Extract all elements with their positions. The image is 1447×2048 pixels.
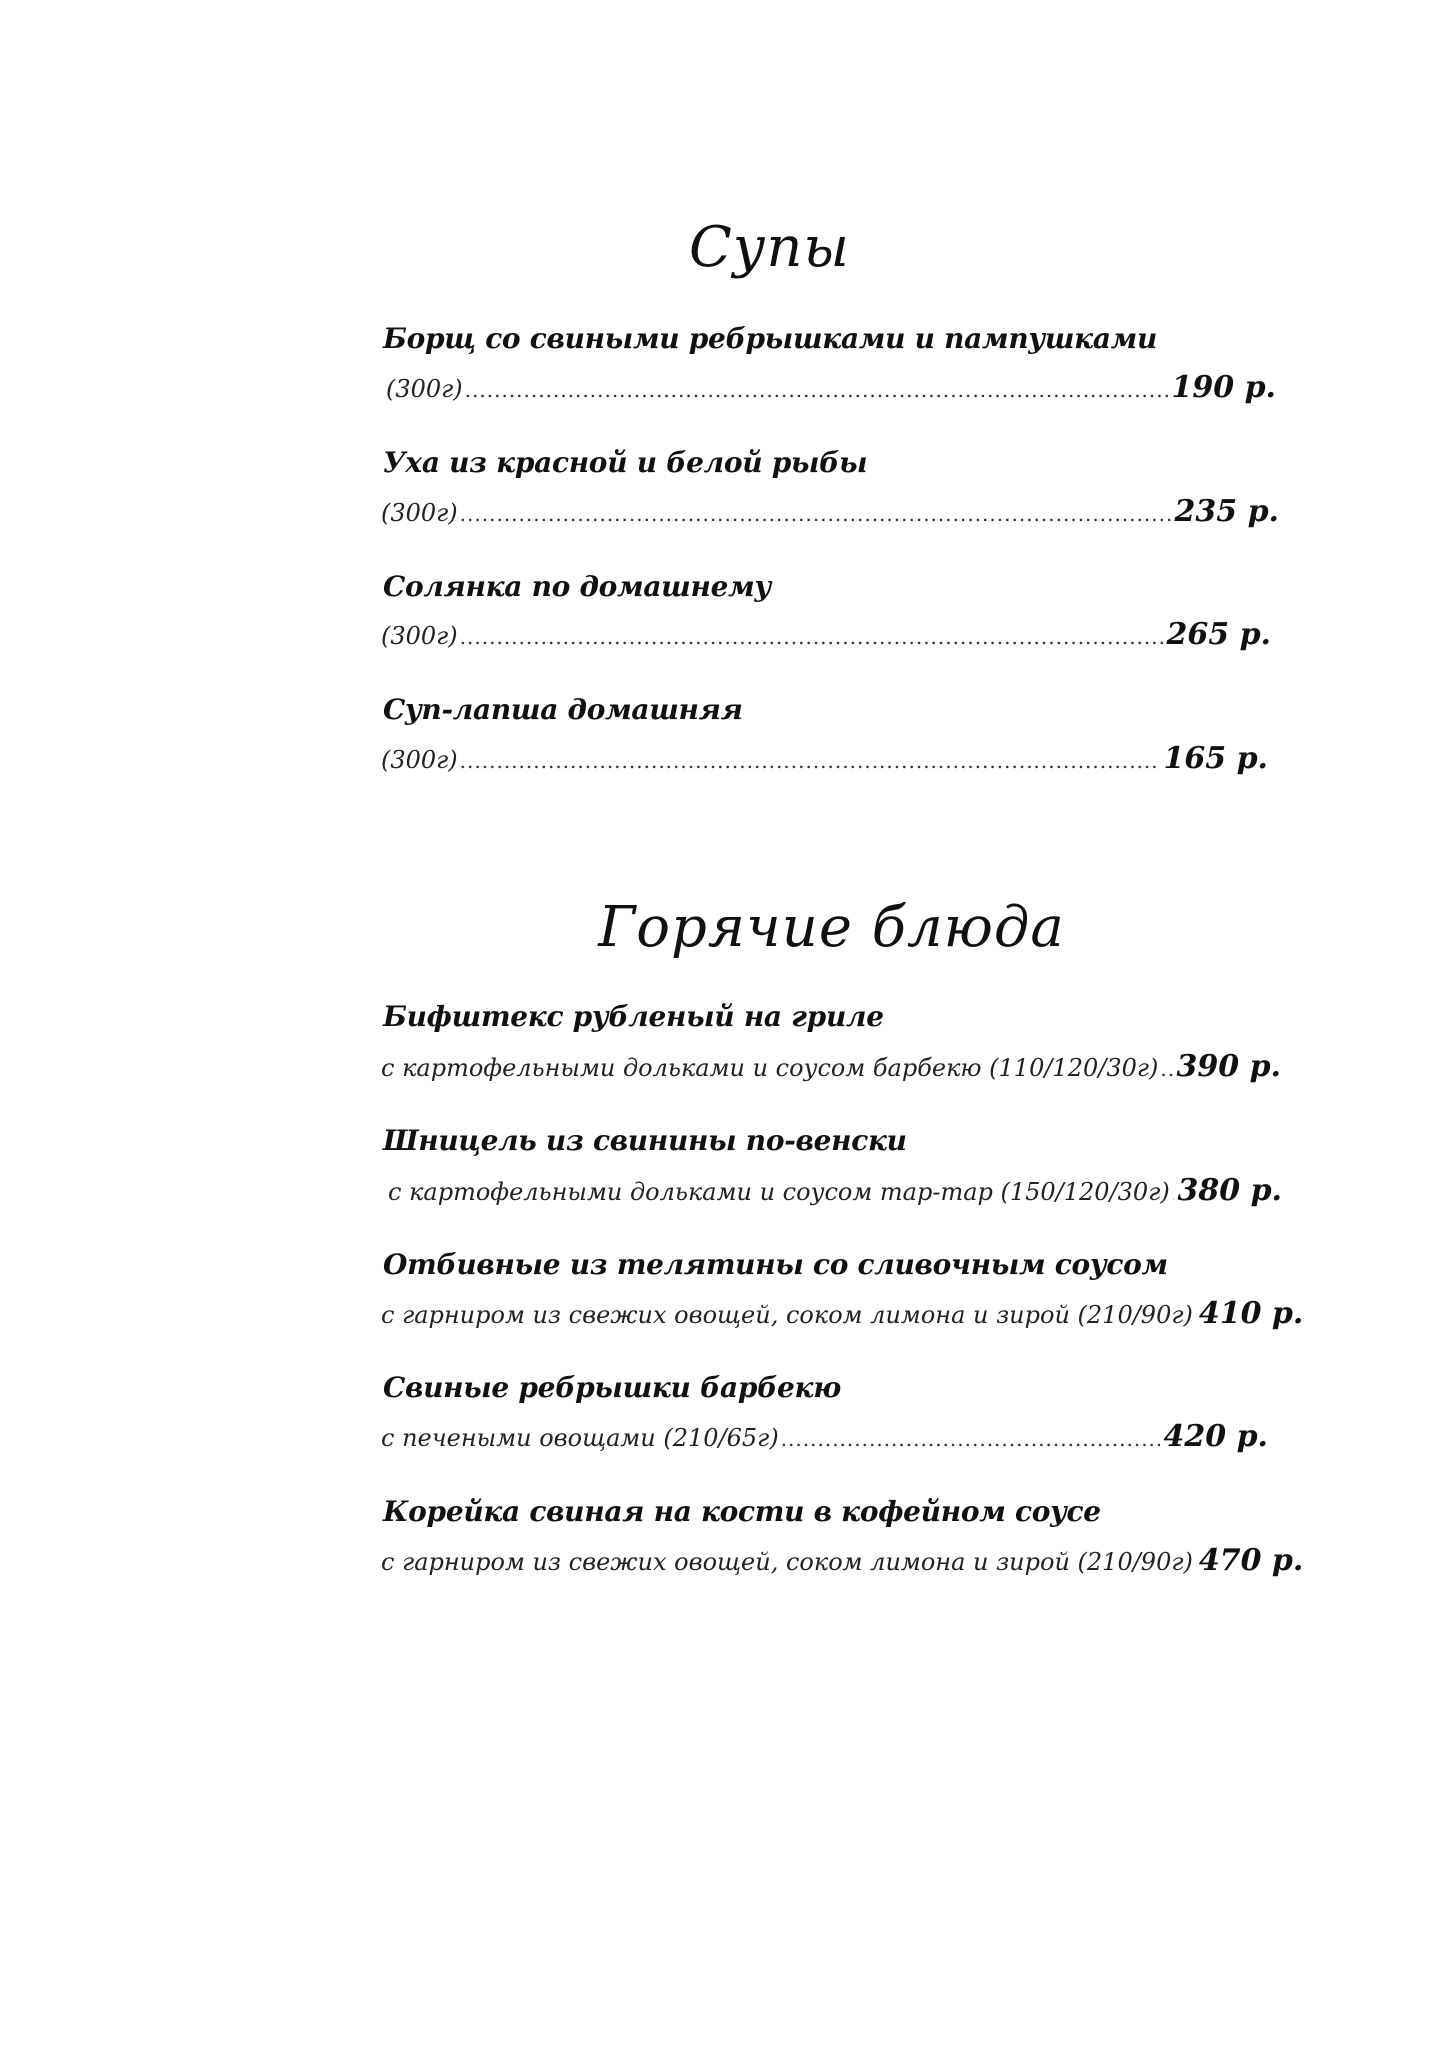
menu-item-desc: с картофельными дольками и соусом тар-тар (150/120/30г) — [388, 1178, 1170, 1206]
menu-item-name: Корейка свиная на кости в кофейном соусе — [383, 1495, 1101, 1528]
section-title-hot-dishes: Горячие блюда — [598, 895, 1065, 960]
dot-leader — [460, 749, 1160, 773]
menu-item-price: 190 р. — [1171, 370, 1276, 405]
menu-item-name: Свиные ребрышки барбекю — [383, 1371, 841, 1404]
menu-item-price: 165 р. — [1163, 741, 1268, 776]
menu-item-name: Суп-лапша домашняя — [383, 693, 743, 726]
menu-item-name: Уха из красной и белой рыбы — [383, 446, 868, 479]
menu-item-desc: (300г) — [381, 499, 458, 527]
menu-item-price: 410 р. — [1198, 1296, 1304, 1331]
menu-item-name: Солянка по домашнему — [383, 570, 771, 603]
menu-item-desc: (300г) — [386, 375, 463, 403]
menu-item-price: 390 р. — [1176, 1049, 1281, 1084]
menu-item-name: Бифштекс рубленый на гриле — [383, 1000, 884, 1033]
menu-item-desc: (300г) — [381, 622, 458, 650]
dot-leader — [465, 378, 1168, 402]
menu-item-desc: (300г) — [381, 746, 458, 774]
menu-item-desc: с печеными овощами (210/65г) — [381, 1424, 779, 1452]
menu-item-name: Отбивные из телятины со сливочным соусом — [383, 1248, 1168, 1281]
menu-item-desc: с гарниром из свежих овощей, соком лимона и зирой (210/90г) — [381, 1548, 1193, 1576]
menu-item-line — [381, 1296, 1304, 1336]
menu-item-price: 235 р. — [1174, 494, 1279, 529]
menu-item-desc: с гарниром из свежих овощей, соком лимона и зирой (210/90г) — [381, 1301, 1193, 1329]
menu-item-line — [381, 494, 1279, 534]
menu-item-line — [388, 1173, 1282, 1213]
menu-item-desc: с картофельными дольками и соусом барбекю (110/120/30г) — [381, 1054, 1159, 1082]
dot-leader — [460, 625, 1163, 649]
section-title-soups: Супы — [688, 215, 850, 280]
menu-item-line — [381, 617, 1271, 657]
menu-item-line — [386, 370, 1276, 410]
dot-leader — [781, 1427, 1160, 1451]
menu-item-name: Шницель из свинины по-венски — [383, 1124, 907, 1157]
menu-item-price: 380 р. — [1177, 1173, 1282, 1208]
menu-item-line — [381, 741, 1268, 781]
dot-leader — [1160, 1057, 1172, 1081]
menu-item-line — [381, 1419, 1268, 1459]
dot-leader — [460, 502, 1171, 526]
dot-leader — [1172, 1181, 1174, 1205]
menu-item-price: 265 р. — [1166, 617, 1271, 652]
menu-item-line — [381, 1049, 1281, 1089]
menu-item-name: Борщ со свиными ребрышками и пампушками — [383, 322, 1158, 355]
menu-item-line — [381, 1543, 1304, 1583]
menu-item-price: 420 р. — [1163, 1419, 1268, 1454]
menu-item-price: 470 р. — [1198, 1543, 1304, 1578]
